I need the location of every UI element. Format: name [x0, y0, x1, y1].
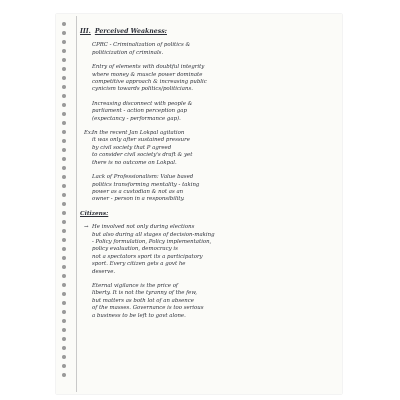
note-line: Entry of elements with doubtful integrity [92, 64, 205, 71]
section-heading [80, 28, 332, 35]
binder-hole [62, 301, 66, 305]
note-line: In the recent Jan Lokpal agitation [92, 130, 185, 137]
note-line: politics transforming mentality - taking [92, 181, 200, 188]
binder-hole [62, 40, 66, 44]
binder-hole [62, 364, 66, 368]
note-line: a business to be left to govt alone. [92, 312, 186, 319]
binder-hole [62, 337, 66, 341]
note-paragraph [92, 64, 332, 94]
note-line: cynicism towards politics/politicians. [92, 86, 193, 93]
note-line: competitive approach & increasing public [92, 79, 207, 86]
note-line: Lack of Professionalism: Value based [92, 174, 194, 181]
binder-hole [62, 373, 66, 377]
note-line: power as a custodian & not as an [92, 188, 184, 195]
binder-hole [62, 49, 66, 53]
note-line: sport. Every citizen gets a govt he [92, 261, 186, 268]
note-line: CPRC - Criminalization of politics & [92, 42, 191, 49]
binder-hole [62, 220, 66, 224]
note-line: Increasing disconnect with people & [92, 100, 193, 107]
binder-hole [62, 112, 66, 116]
binder-hole [62, 274, 66, 278]
note-line: - Policy formulation, Policy implementation, [92, 238, 212, 245]
note-line: not a spectators sport its a participatory [92, 253, 203, 260]
binder-hole [62, 130, 66, 134]
binder-hole [62, 319, 66, 323]
binder-hole [62, 310, 66, 314]
binder-hole [62, 292, 66, 296]
binder-hole [62, 85, 66, 89]
note-line: there is no outcome on Lokpal. [92, 159, 177, 166]
margin-line [76, 16, 77, 392]
section-number: III. [80, 28, 91, 35]
binder-hole [62, 166, 66, 170]
citizens-paragraph [84, 224, 332, 276]
citizens-heading: Citizens: [80, 210, 109, 217]
note-line: to consider civil society's draft & yet [92, 152, 193, 159]
binder-hole [62, 265, 66, 269]
binder-hole [62, 229, 66, 233]
binder-hole [62, 283, 66, 287]
binder-hole [62, 157, 66, 161]
binder-hole [62, 103, 66, 107]
binder-hole [62, 139, 66, 143]
note-line: of the masses. Governance is too serious [92, 305, 204, 312]
binder-hole [62, 94, 66, 98]
note-line: (expectancy - performance gap). [92, 115, 181, 122]
note-line: where money & muscle power dominate [92, 71, 203, 78]
weakness-list [80, 42, 332, 203]
note-line: Eternal vigilance is the price of [92, 282, 178, 289]
binder-hole [62, 67, 66, 71]
binder-hole [62, 58, 66, 62]
binder-hole [62, 76, 66, 80]
handwritten-notes [80, 28, 332, 388]
note-paragraph [92, 174, 332, 204]
example-marker: Ex: [84, 130, 93, 137]
note-line: but also during all stages of decision-making [92, 231, 215, 238]
binder-hole [62, 211, 66, 215]
binder-hole [62, 238, 66, 242]
closing-paragraph [92, 283, 332, 320]
note-line: liberty. It is not the tyranny of the few, [92, 290, 198, 297]
note-line: politicization of criminals. [92, 49, 164, 56]
section-title: Perceived Weakness: [94, 28, 167, 35]
note-paragraph [92, 42, 332, 57]
binder-hole [62, 31, 66, 35]
binder-hole [62, 247, 66, 251]
note-line: by civil society that P agreed [92, 144, 172, 151]
binder-hole [62, 148, 66, 152]
binder-hole [62, 121, 66, 125]
note-line: it was only after sustained pressure [92, 137, 190, 144]
binder-holes [62, 22, 68, 382]
note-line: parliament - action perception gap [92, 108, 187, 115]
note-line: He involved not only during elections [92, 224, 195, 231]
binder-hole [62, 175, 66, 179]
note-line: but matters as both lot of an absence [92, 297, 194, 304]
note-line: owner - person in a responsibility. [92, 196, 185, 203]
note-paragraph [84, 130, 332, 167]
binder-hole [62, 184, 66, 188]
binder-hole [62, 193, 66, 197]
arrow-bullet-icon: → [84, 224, 89, 231]
note-line: policy evaluation, democracy is [92, 246, 178, 253]
binder-hole [62, 328, 66, 332]
binder-hole [62, 256, 66, 260]
binder-hole [62, 346, 66, 350]
binder-hole [62, 355, 66, 359]
note-line: deserve. [92, 268, 116, 275]
binder-hole [62, 22, 66, 26]
note-paragraph [92, 101, 332, 123]
binder-hole [62, 202, 66, 206]
